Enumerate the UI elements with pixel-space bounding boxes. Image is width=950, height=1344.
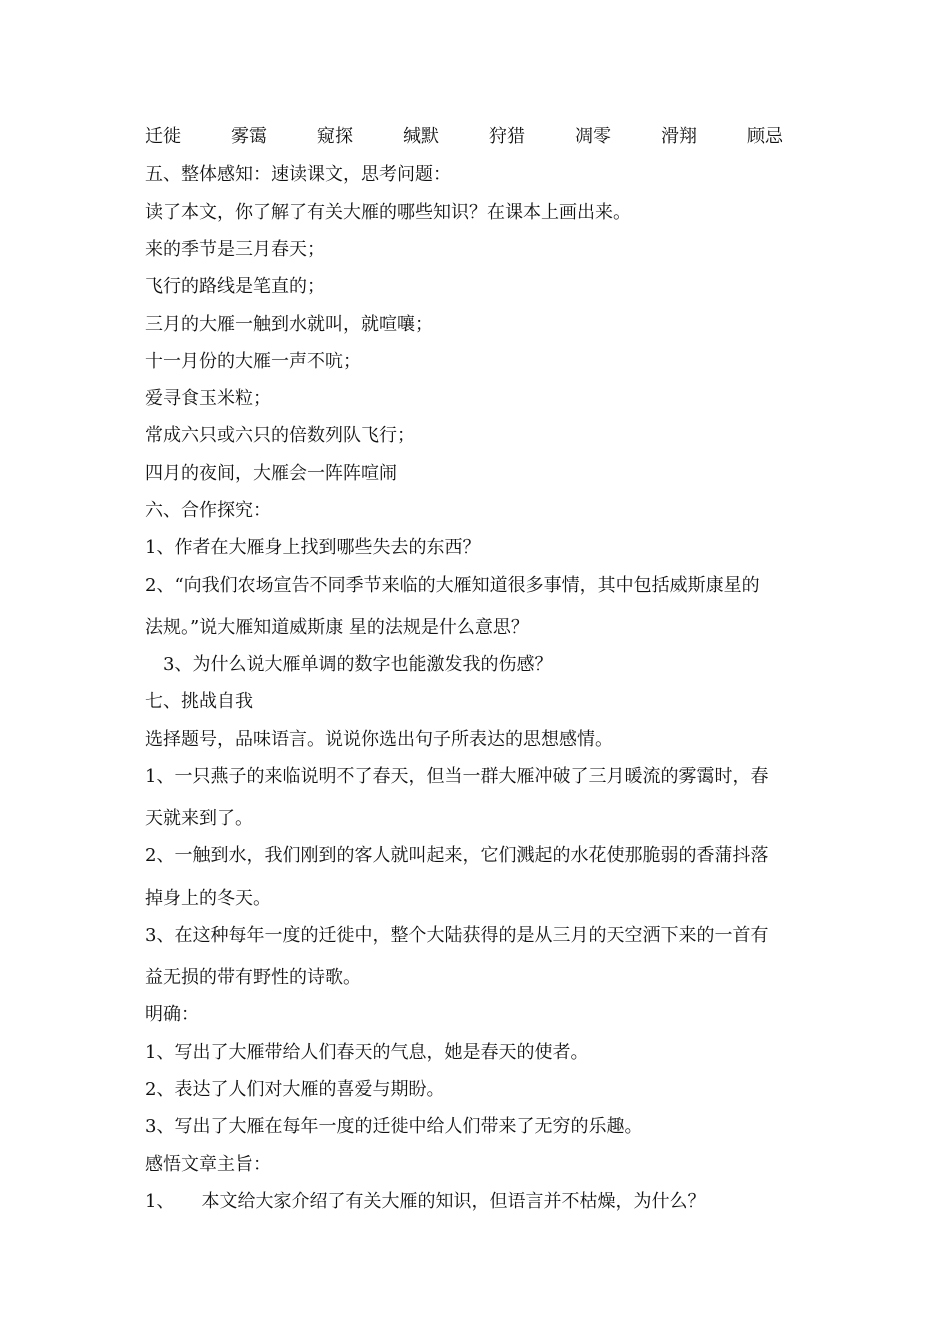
paragraph-line: 3、在这种每年一度的迁徙中，整个大陆获得的是从三月的天空洒下来的一首有	[145, 925, 769, 946]
vocab-word: 滑翔	[661, 126, 697, 147]
vocab-word: 缄默	[403, 126, 439, 147]
paragraph-line: 法规。”说大雁知道威斯康 星的法规是什么意思？	[145, 617, 529, 638]
paragraph-line: 四月的夜间，大雁会一阵阵喧闹	[145, 463, 397, 484]
vocab-word: 凋零	[575, 126, 611, 147]
vocab-word: 迁徙	[145, 126, 181, 147]
vocab-word: 雾霭	[231, 126, 267, 147]
paragraph-line: 2、表达了人们对大雁的喜爱与期盼。	[145, 1079, 445, 1100]
vocabulary-row	[0, 125, 950, 151]
paragraph-line: 1、写出了大雁带给人们春天的气息，她是春天的使者。	[145, 1042, 589, 1063]
paragraph-line: 3、为什么说大雁单调的数字也能激发我的伤感？	[163, 654, 553, 675]
paragraph-line: 1、一只燕子的来临说明不了春天，但当一群大雁冲破了三月暖流的雾霭时，春	[145, 766, 769, 787]
vocab-word: 窥探	[317, 126, 353, 147]
paragraph-line: 来的季节是三月春天；	[145, 239, 325, 260]
paragraph-line: 1、作者在大雁身上找到哪些失去的东西？	[145, 537, 481, 558]
paragraph-line: 掉身上的冬天。	[145, 888, 271, 909]
paragraph-line: 天就来到了。	[145, 808, 253, 829]
paragraph-line: 爱寻食玉米粒；	[145, 388, 271, 409]
paragraph-line: 三月的大雁一触到水就叫，就喧嚷；	[145, 314, 433, 335]
section-heading: 明确：	[145, 1004, 199, 1025]
paragraph-line: 2、一触到水，我们刚到的客人就叫起来，它们溅起的水花使那脆弱的香蒲抖落	[145, 845, 769, 866]
paragraph-line: 选择题号，品味语言。说说你选出句子所表达的思想感情。	[145, 729, 613, 750]
section-heading: 六、合作探究：	[145, 500, 271, 521]
vocab-word: 狩猎	[489, 126, 525, 147]
section-heading: 七、挑战自我	[145, 691, 253, 712]
paragraph-line: 飞行的路线是笔直的；	[145, 276, 325, 297]
paragraph-line: 常成六只或六只的倍数列队飞行；	[145, 425, 415, 446]
section-heading: 感悟文章主旨：	[145, 1154, 271, 1175]
section-heading: 五、整体感知：速读课文，思考问题：	[145, 164, 451, 185]
paragraph-line: 1、 本文给大家介绍了有关大雁的知识，但语言并不枯燥，为什么？	[145, 1191, 706, 1212]
paragraph-line: 读了本文，你了解了有关大雁的哪些知识？在课本上画出来。	[145, 202, 631, 223]
paragraph-line: 3、写出了大雁在每年一度的迁徙中给人们带来了无穷的乐趣。	[145, 1116, 643, 1137]
paragraph-line: 2、“向我们农场宣告不同季节来临的大雁知道很多事情，其中包括威斯康星的	[145, 575, 760, 596]
paragraph-line: 益无损的带有野性的诗歌。	[145, 967, 361, 988]
paragraph-line: 十一月份的大雁一声不吭；	[145, 351, 361, 372]
vocab-word: 顾忌	[747, 126, 783, 147]
